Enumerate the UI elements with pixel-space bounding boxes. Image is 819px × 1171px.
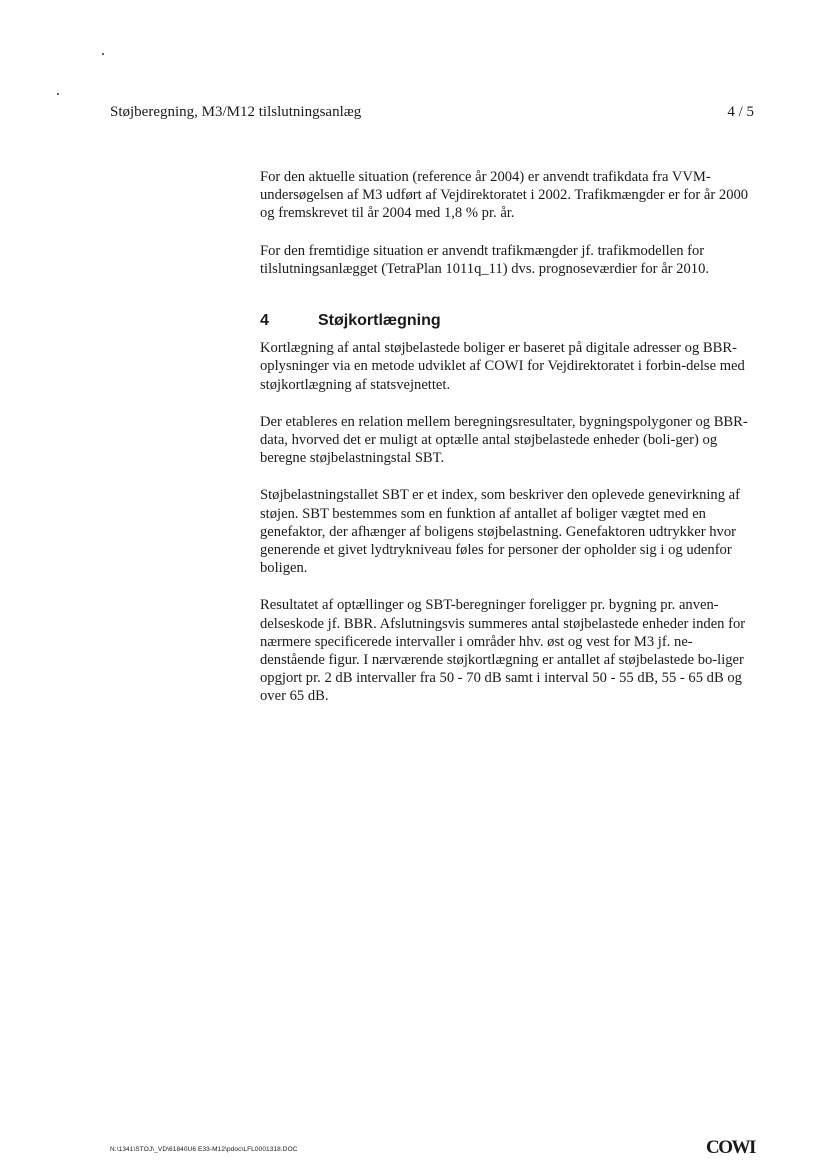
paragraph: Kortlægning af antal støjbelastede boliger er baseret på digitale adresser og BBR-oplysninger via en metode udviklet af COWI for Vejdirektoratet i forbin-delse med støjkortlægning af statsvejnettet. bbox=[260, 340, 745, 393]
section-heading bbox=[260, 312, 754, 330]
scan-speck bbox=[57, 93, 59, 95]
paragraph: For den fremtidige situation er anvendt trafikmængder jf. trafikmodellen for tilslutningsanlægget (TetraPlan 1011q_11) dvs. prognoseværdier for år 2010. bbox=[260, 242, 710, 277]
section-title: Støjkortlægning bbox=[318, 312, 441, 330]
scan-speck bbox=[102, 53, 104, 55]
paragraph: Støjbelastningstallet SBT er et index, som beskriver den oplevede genevirkning af støjen. SBT bestemmes som en funktion af antallet af boliger vægtet med en genefaktor, der afhænger af boligens støjbelastning. Genefaktoren udtrykker hvor generende et givet lydtrykniveau føles for personer der opholder sig i og udenfor boligen. bbox=[260, 487, 740, 577]
section-number: 4 bbox=[260, 312, 269, 330]
document-title: Støjberegning, M3/M12 tilslutningsanlæg bbox=[110, 104, 362, 120]
paragraph: Resultatet af optællinger og SBT-beregninger foreligger pr. bygning pr. anven-delseskode jf. BBR. Afslutningsvis summeres antal støjbelastede enheder inden for nærmere specificerede intervaller i områder hhv. øst og vest for M3 jf. ne-denstående figur. I nærværende støjkortlægning er antallet af støjbelastede bo-liger opgjort pr. 2 dB intervaller fra 50 - 70 dB samt i interval 50 - 55 dB, 55 - 65 dB og over 65 dB. bbox=[260, 597, 746, 705]
cowi-logo: COWI bbox=[706, 1137, 755, 1158]
paragraph: For den aktuelle situation (reference år 2004) er anvendt trafikdata fra VVM-undersøgelsen af M3 udført af Vejdirektoratet i 2002. Trafikmængder er for år 2000 og fremskrevet til år 2004 med 1,8 % pr. år. bbox=[260, 169, 749, 222]
page-header bbox=[110, 104, 754, 121]
body-text bbox=[260, 168, 754, 725]
paragraph: Der etableres en relation mellem beregningsresultater, bygningspolygoner og BBR-data, hvorved det er muligt at optælle antal støjbelastede enheder (boli-ger) og beregne støjbelastningstal SBT. bbox=[260, 413, 748, 467]
page-number: 4 / 5 bbox=[727, 104, 754, 120]
footer-file-path: N:\1341\STOJ\_VD\61840U6 E33-M12\pdoc\LFL0001318.DOC bbox=[110, 1146, 298, 1153]
